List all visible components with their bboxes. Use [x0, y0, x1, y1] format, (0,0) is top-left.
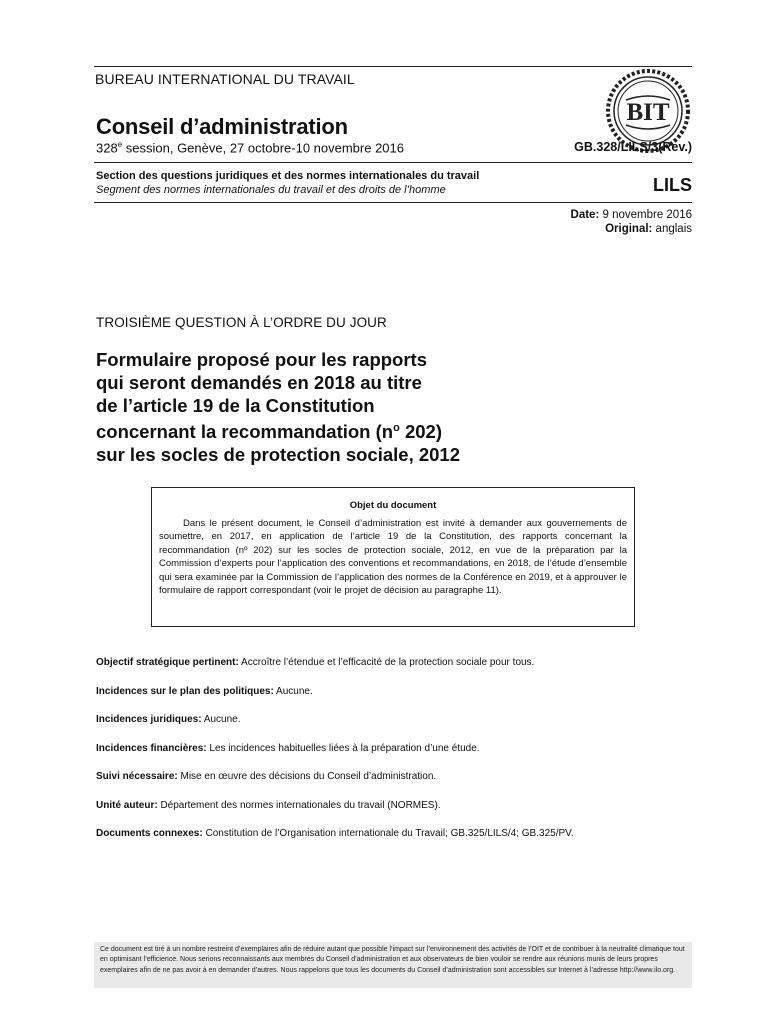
logo-text: BIT	[626, 99, 670, 126]
section-code: LILS	[653, 175, 692, 195]
field-author-unit: Unité auteur: Département des normes internationales du travail (NORMES).	[96, 800, 441, 811]
date-block	[571, 208, 692, 236]
purpose-text: Dans le présent document, le Conseil d’administration est invité à demander aux gouvernements de soumettre, en 2017, en application de l’article 19 de la Constitution, des rapports concernant la recommandation (nº 202) sur les socles de protection sociale, 2012, en vue de la préparation par la Commission d’experts pour l’application des conventions et recommandations, en 2018, de l’étude d’ensemble qui sera examinée par la Commission de l’application des normes de la Conférence en 2019, et à approuver le formulaire de rapport correspondant (voir le projet de décision au paragraphe 11).	[159, 518, 627, 597]
segment-name: Segment des normes internationales du travail et des droits de l’homme	[96, 184, 446, 196]
session-info: 328e session, Genève, 27 octobre-10 novembre 2016	[96, 140, 404, 156]
top-rule	[94, 66, 692, 67]
council-title: Conseil d’administration	[96, 114, 348, 139]
footer-note: Ce document est tiré à un nombre restreint d’exemplaires afin de réduire autant que possible l’impact sur l’environnement des activités de l’OIT et de contribuer à la neutralité climatique tout en optimisant l’efficience. Nous serions reconnaissants aux membres du Conseil d’administration et aux observateurs de bien vouloir se rendre aux réunions munis de leurs propres exemplaires afin de ne pas avoir à en demander d’autres. Nous rappelons que tous les documents du Conseil d’administration sont accessibles sur Internet à l’adresse http://www.ilo.org.	[94, 942, 692, 988]
field-financial-implications: Incidences financières: Les incidences habituelles liées à la préparation d’une étude.	[96, 743, 480, 754]
purpose-box	[151, 487, 635, 627]
date-line: Date: 9 novembre 2016	[570, 209, 692, 221]
purpose-heading: Objet du document	[349, 500, 437, 511]
field-related-documents: Documents connexes: Constitution de l’Organisation internationale du Travail; GB.325/LILS/4; GB.325/PV.	[96, 828, 574, 839]
document-reference: GB.328/LILS/3(Rev.)	[574, 140, 692, 154]
header-rule	[94, 162, 692, 163]
agenda-item: TROISIÈME QUESTION À L’ORDRE DU JOUR	[96, 315, 387, 330]
section-rule	[94, 202, 692, 203]
field-follow-up: Suivi nécessaire: Mise en œuvre des décisions du Conseil d’administration.	[96, 771, 437, 782]
field-strategic-objective: Objectif stratégique pertinent: Accroître l’étendue et l’efficacité de la protection sociale pour tous.	[96, 657, 535, 668]
field-policy-implications: Incidences sur le plan des politiques: Aucune.	[96, 686, 313, 697]
section-name: Section des questions juridiques et des normes internationales du travail	[96, 170, 480, 182]
document-title: Formulaire proposé pour les rapports qui seront demandés en 2018 au titre de l’article 19 de la Constitution concernant la recommandation ($n^o$ 202) sur les socles de protection sociale, 2012	[96, 349, 461, 466]
field-legal-implications: Incidences juridiques: Aucune.	[96, 714, 241, 725]
original-line: Original: anglais	[605, 223, 692, 235]
organization-name: BUREAU INTERNATIONAL DU TRAVAIL	[95, 71, 355, 87]
